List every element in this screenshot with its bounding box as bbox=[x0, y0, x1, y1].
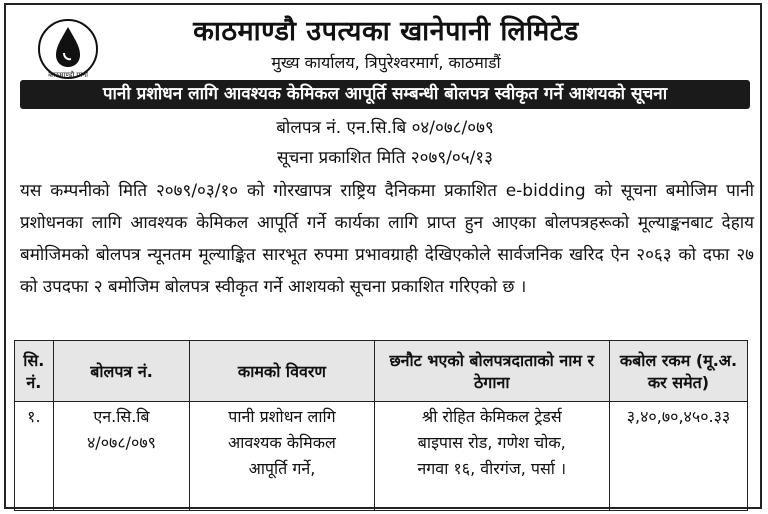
cell-work bbox=[190, 402, 374, 511]
bid-reference: बोलपत्र नं. एन.सि.बि ०४/०७८/०७९ bbox=[276, 118, 494, 138]
publish-date: सूचना प्रकाशित मिति २०७९/०५/१३ bbox=[277, 148, 493, 168]
bidder-line-3: नगवा १६, वीरगंज, पर्सा । bbox=[417, 459, 567, 478]
header-work: कामको विवरण bbox=[190, 341, 374, 402]
header-bid-no: बोलपत्र नं. bbox=[53, 341, 190, 402]
cell-bidder bbox=[374, 402, 609, 511]
bid-no-line-2: ४/०७८/०७९ bbox=[86, 433, 157, 452]
header-amount: कबोल रकम (मू.अ. कर समेत) bbox=[609, 341, 747, 402]
notice-heading: पानी प्रशोधन लागि आवश्यक केमिकल आपूर्ति सम्बन्धी बोलपत्र स्वीकृत गर्ने आशयको सूचना bbox=[20, 80, 750, 109]
org-title: काठमाण्डौ उपत्यका खानेपानी लिमिटेड bbox=[193, 16, 579, 47]
award-table bbox=[14, 340, 748, 511]
work-line-3: आपूर्ति गर्ने, bbox=[248, 459, 316, 478]
work-line-1: पानी प्रशोधन लागि bbox=[228, 407, 336, 426]
kukl-logo bbox=[36, 17, 100, 81]
table-header-row bbox=[15, 341, 748, 402]
table-row bbox=[15, 402, 748, 511]
cell-amount: ३,४०,७०,४५०.३३ bbox=[609, 402, 747, 511]
work-line-2: आवश्यक केमिकल bbox=[228, 433, 336, 452]
header-sn: सि. नं. bbox=[15, 341, 54, 402]
bidder-line-2: बाइपास रोड, गणेश चोक, bbox=[417, 433, 566, 452]
header-bidder: छनौट भएको बोलपत्रदाताको नाम र ठेगाना bbox=[374, 341, 609, 402]
logo-text: काठमाण्डौ पानी bbox=[48, 71, 88, 79]
notice-body: यस कम्पनीको मिति २०७९/०३/१० को गोरखापत्र राष्ट्रिय दैनिकमा प्रकाशित e-bidding को सूचना बमोजिम पानी प्रशोधनका लागि आवश्यक केमिकल आपूर्ति गर्ने कार्यका लागि प्राप्त हुन आएका बोलपत्रहरूको मूल्याङ्कनबाट देहाय बमोजिमको बोलपत्र न्यूनतम मूल्याङ्कित सारभूत रुपमा प्रभावग्राही देखिएकोले सार्वजनिक खरिद ऐन २०६३ को दफा २७ को उपदफा २ बमोजिम बोलपत्र स्वीकृत गर्ने आशयको सूचना प्रकाशित गरिएको छ । bbox=[20, 181, 754, 297]
bid-no-line-1: एन.सि.बि bbox=[93, 407, 150, 426]
org-address: मुख्य कार्यालय, त्रिपुरेश्वरमार्ग, काठमाडौं bbox=[271, 53, 501, 72]
bidder-line-1: श्री रोहित केमिकल ट्रेडर्स bbox=[421, 407, 562, 426]
cell-sn: १. bbox=[15, 402, 54, 511]
cell-bid-no bbox=[53, 402, 190, 511]
